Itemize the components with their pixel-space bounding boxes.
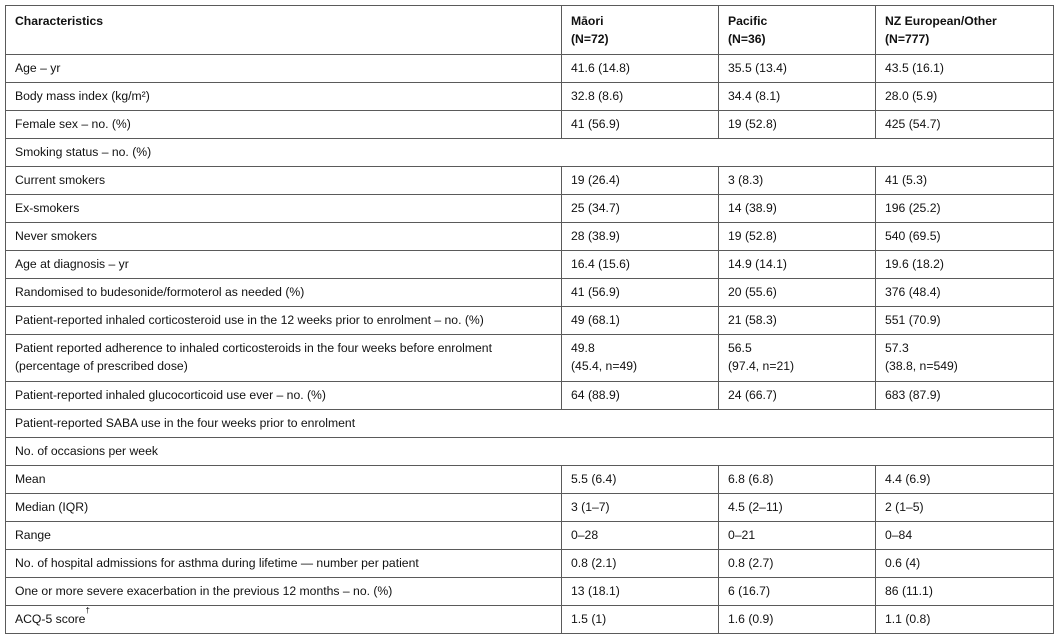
cell-value: [719, 251, 876, 279]
row-label-text: Ex-smokers: [15, 201, 80, 215]
cell-text: 0–84: [885, 528, 913, 542]
cell-text: 41 (56.9): [571, 285, 620, 299]
row-label: [6, 55, 562, 83]
cell-value: [876, 111, 1054, 139]
cell-text: 683 (87.9): [885, 388, 941, 402]
cell-value: [719, 494, 876, 522]
cell-value: [719, 578, 876, 606]
table-row: [6, 307, 1054, 335]
cell-value: [719, 550, 876, 578]
footnote-marker: †: [85, 606, 90, 615]
header-pacific: [719, 6, 876, 55]
cell-value: [719, 307, 876, 335]
row-label-text: Never smokers: [15, 229, 97, 243]
cell-value: [719, 335, 876, 382]
cell-value: [562, 55, 719, 83]
cell-value: [876, 83, 1054, 111]
table-row: [6, 335, 1054, 382]
baseline-characteristics-table: [5, 5, 1054, 634]
cell-text: 6.8 (6.8): [728, 472, 774, 486]
header-n: (N=36): [728, 32, 766, 46]
header-maori: [562, 6, 719, 55]
table-row: [6, 578, 1054, 606]
cell-value: [876, 550, 1054, 578]
cell-text: 19.6 (18.2): [885, 257, 944, 271]
table-row: [6, 83, 1054, 111]
row-label-text-2: (percentage of prescribed dose): [15, 359, 188, 373]
row-label-text: Range: [15, 528, 51, 542]
header-n: (N=777): [885, 32, 930, 46]
cell-value: [562, 251, 719, 279]
row-label-text: One or more severe exacerbation in the previous 12 months – no. (%): [15, 584, 393, 598]
cell-value: [719, 382, 876, 410]
cell-text: 425 (54.7): [885, 117, 941, 131]
cell-text: 4.4 (6.9): [885, 472, 931, 486]
cell-text: 49.8: [571, 341, 595, 355]
row-label-text: Female sex – no. (%): [15, 117, 131, 131]
cell-value: [719, 55, 876, 83]
cell-text: 41 (56.9): [571, 117, 620, 131]
table-row: [6, 606, 1054, 634]
table-row: [6, 55, 1054, 83]
cell-value: [876, 494, 1054, 522]
cell-value: [562, 382, 719, 410]
cell-value: [876, 606, 1054, 634]
section-row: [6, 410, 1054, 438]
row-label: [6, 83, 562, 111]
table-row: [6, 494, 1054, 522]
table-row: [6, 223, 1054, 251]
cell-value: [562, 335, 719, 382]
row-label: [6, 335, 562, 382]
cell-text: 1.5 (1): [571, 612, 607, 626]
cell-value: [876, 335, 1054, 382]
table-row: [6, 466, 1054, 494]
cell-value: [719, 195, 876, 223]
cell-text: 64 (88.9): [571, 388, 620, 402]
table-row: [6, 522, 1054, 550]
row-label-text: Randomised to budesonide/formoterol as needed (%): [15, 285, 305, 299]
cell-text: 32.8 (8.6): [571, 89, 624, 103]
cell-text-2: (38.8, n=549): [885, 359, 958, 373]
cell-value: [562, 606, 719, 634]
cell-value: [562, 279, 719, 307]
header-label: Pacific: [728, 14, 768, 28]
cell-text: 540 (69.5): [885, 229, 941, 243]
table-row: [6, 279, 1054, 307]
cell-text: 25 (34.7): [571, 201, 620, 215]
cell-text: 1.1 (0.8): [885, 612, 931, 626]
section-row: [6, 139, 1054, 167]
cell-value: [719, 83, 876, 111]
cell-value: [562, 223, 719, 251]
cell-text: 6 (16.7): [728, 584, 771, 598]
cell-text: 0–28: [571, 528, 599, 542]
cell-text: 16.4 (15.6): [571, 257, 630, 271]
section-row: [6, 438, 1054, 466]
cell-text-2: (45.4, n=49): [571, 359, 638, 373]
cell-value: [719, 466, 876, 494]
row-label-text: Patient reported adherence to inhaled corticosteroids in the four weeks before enrolment: [15, 341, 492, 355]
cell-text: 28 (38.9): [571, 229, 620, 243]
cell-text: 5.5 (6.4): [571, 472, 617, 486]
cell-text: 21 (58.3): [728, 313, 777, 327]
cell-value: [719, 167, 876, 195]
cell-value: [562, 307, 719, 335]
cell-value: [876, 307, 1054, 335]
cell-value: [876, 223, 1054, 251]
cell-text: 1.6 (0.9): [728, 612, 774, 626]
row-label: [6, 466, 562, 494]
cell-value: [876, 522, 1054, 550]
cell-text: 4.5 (2–11): [728, 500, 783, 514]
cell-text: 0.8 (2.1): [571, 556, 617, 570]
cell-text: 41 (5.3): [885, 173, 928, 187]
row-label: [6, 111, 562, 139]
cell-value: [876, 578, 1054, 606]
cell-text: 35.5 (13.4): [728, 61, 787, 75]
cell-text: 14.9 (14.1): [728, 257, 787, 271]
row-label: [6, 550, 562, 578]
table-row: [6, 251, 1054, 279]
cell-text: 34.4 (8.1): [728, 89, 781, 103]
cell-text: 0.6 (4): [885, 556, 921, 570]
cell-text: 56.5: [728, 341, 752, 355]
row-label-text: Current smokers: [15, 173, 106, 187]
cell-value: [562, 522, 719, 550]
cell-text: 41.6 (14.8): [571, 61, 630, 75]
cell-text: 2 (1–5): [885, 500, 924, 514]
cell-value: [719, 111, 876, 139]
section-label: Patient-reported SABA use in the four weeks prior to enrolment: [6, 410, 1054, 438]
header-n: (N=72): [571, 32, 609, 46]
cell-text: 19 (52.8): [728, 117, 777, 131]
header-row: [6, 6, 1054, 55]
row-label-text: Patient-reported inhaled glucocorticoid use ever – no. (%): [15, 388, 326, 402]
cell-value: [719, 279, 876, 307]
cell-text: 19 (26.4): [571, 173, 620, 187]
header-label: NZ European/Other: [885, 14, 997, 28]
cell-value: [562, 466, 719, 494]
cell-text: 376 (48.4): [885, 285, 941, 299]
cell-text: 20 (55.6): [728, 285, 777, 299]
section-label: No. of occasions per week: [6, 438, 1054, 466]
row-label-text: Age – yr: [15, 61, 61, 75]
cell-text: 551 (70.9): [885, 313, 941, 327]
cell-text: 0–21: [728, 528, 756, 542]
row-label-text: Patient-reported inhaled corticosteroid use in the 12 weeks prior to enrolment – no. (%): [15, 313, 484, 327]
cell-text-2: (97.4, n=21): [728, 359, 795, 373]
row-label: [6, 279, 562, 307]
row-label: [6, 522, 562, 550]
row-label: [6, 606, 562, 634]
header-label: Characteristics: [15, 14, 104, 28]
row-label: [6, 195, 562, 223]
row-label-text: Age at diagnosis – yr: [15, 257, 129, 271]
cell-value: [562, 111, 719, 139]
cell-text: 28.0 (5.9): [885, 89, 938, 103]
header-label: Māori: [571, 14, 604, 28]
cell-text: 0.8 (2.7): [728, 556, 774, 570]
cell-text: 49 (68.1): [571, 313, 620, 327]
cell-value: [562, 83, 719, 111]
cell-text: 196 (25.2): [885, 201, 941, 215]
cell-text: 3 (8.3): [728, 173, 764, 187]
row-label: [6, 251, 562, 279]
cell-value: [562, 494, 719, 522]
header-characteristics: [6, 6, 562, 55]
cell-value: [719, 522, 876, 550]
row-label-text: ACQ-5 score: [15, 612, 86, 626]
row-label-text: No. of hospital admissions for asthma during lifetime — number per patient: [15, 556, 419, 570]
cell-text: 43.5 (16.1): [885, 61, 944, 75]
cell-value: [562, 578, 719, 606]
cell-text: 19 (52.8): [728, 229, 777, 243]
cell-value: [562, 167, 719, 195]
cell-value: [876, 382, 1054, 410]
cell-value: [562, 195, 719, 223]
cell-value: [876, 55, 1054, 83]
row-label: [6, 307, 562, 335]
header-nz-european: [876, 6, 1054, 55]
cell-text: 24 (66.7): [728, 388, 777, 402]
table-row: [6, 550, 1054, 578]
row-label: [6, 167, 562, 195]
cell-value: [876, 195, 1054, 223]
row-label: [6, 578, 562, 606]
cell-value: [719, 606, 876, 634]
cell-value: [562, 550, 719, 578]
row-label: [6, 494, 562, 522]
cell-value: [719, 223, 876, 251]
table-row: [6, 382, 1054, 410]
cell-text: 14 (38.9): [728, 201, 777, 215]
table-row: [6, 195, 1054, 223]
cell-value: [876, 251, 1054, 279]
row-label-text: Mean: [15, 472, 46, 486]
cell-value: [876, 279, 1054, 307]
cell-value: [876, 466, 1054, 494]
table-row: [6, 167, 1054, 195]
row-label: [6, 382, 562, 410]
cell-text: 57.3: [885, 341, 909, 355]
row-label: [6, 223, 562, 251]
row-label-text: Median (IQR): [15, 500, 89, 514]
cell-value: [876, 167, 1054, 195]
cell-text: 3 (1–7): [571, 500, 610, 514]
cell-text: 13 (18.1): [571, 584, 620, 598]
table-row: [6, 111, 1054, 139]
row-label-text: Body mass index (kg/m²): [15, 89, 150, 103]
section-label: Smoking status – no. (%): [6, 139, 1054, 167]
cell-text: 86 (11.1): [885, 584, 933, 598]
